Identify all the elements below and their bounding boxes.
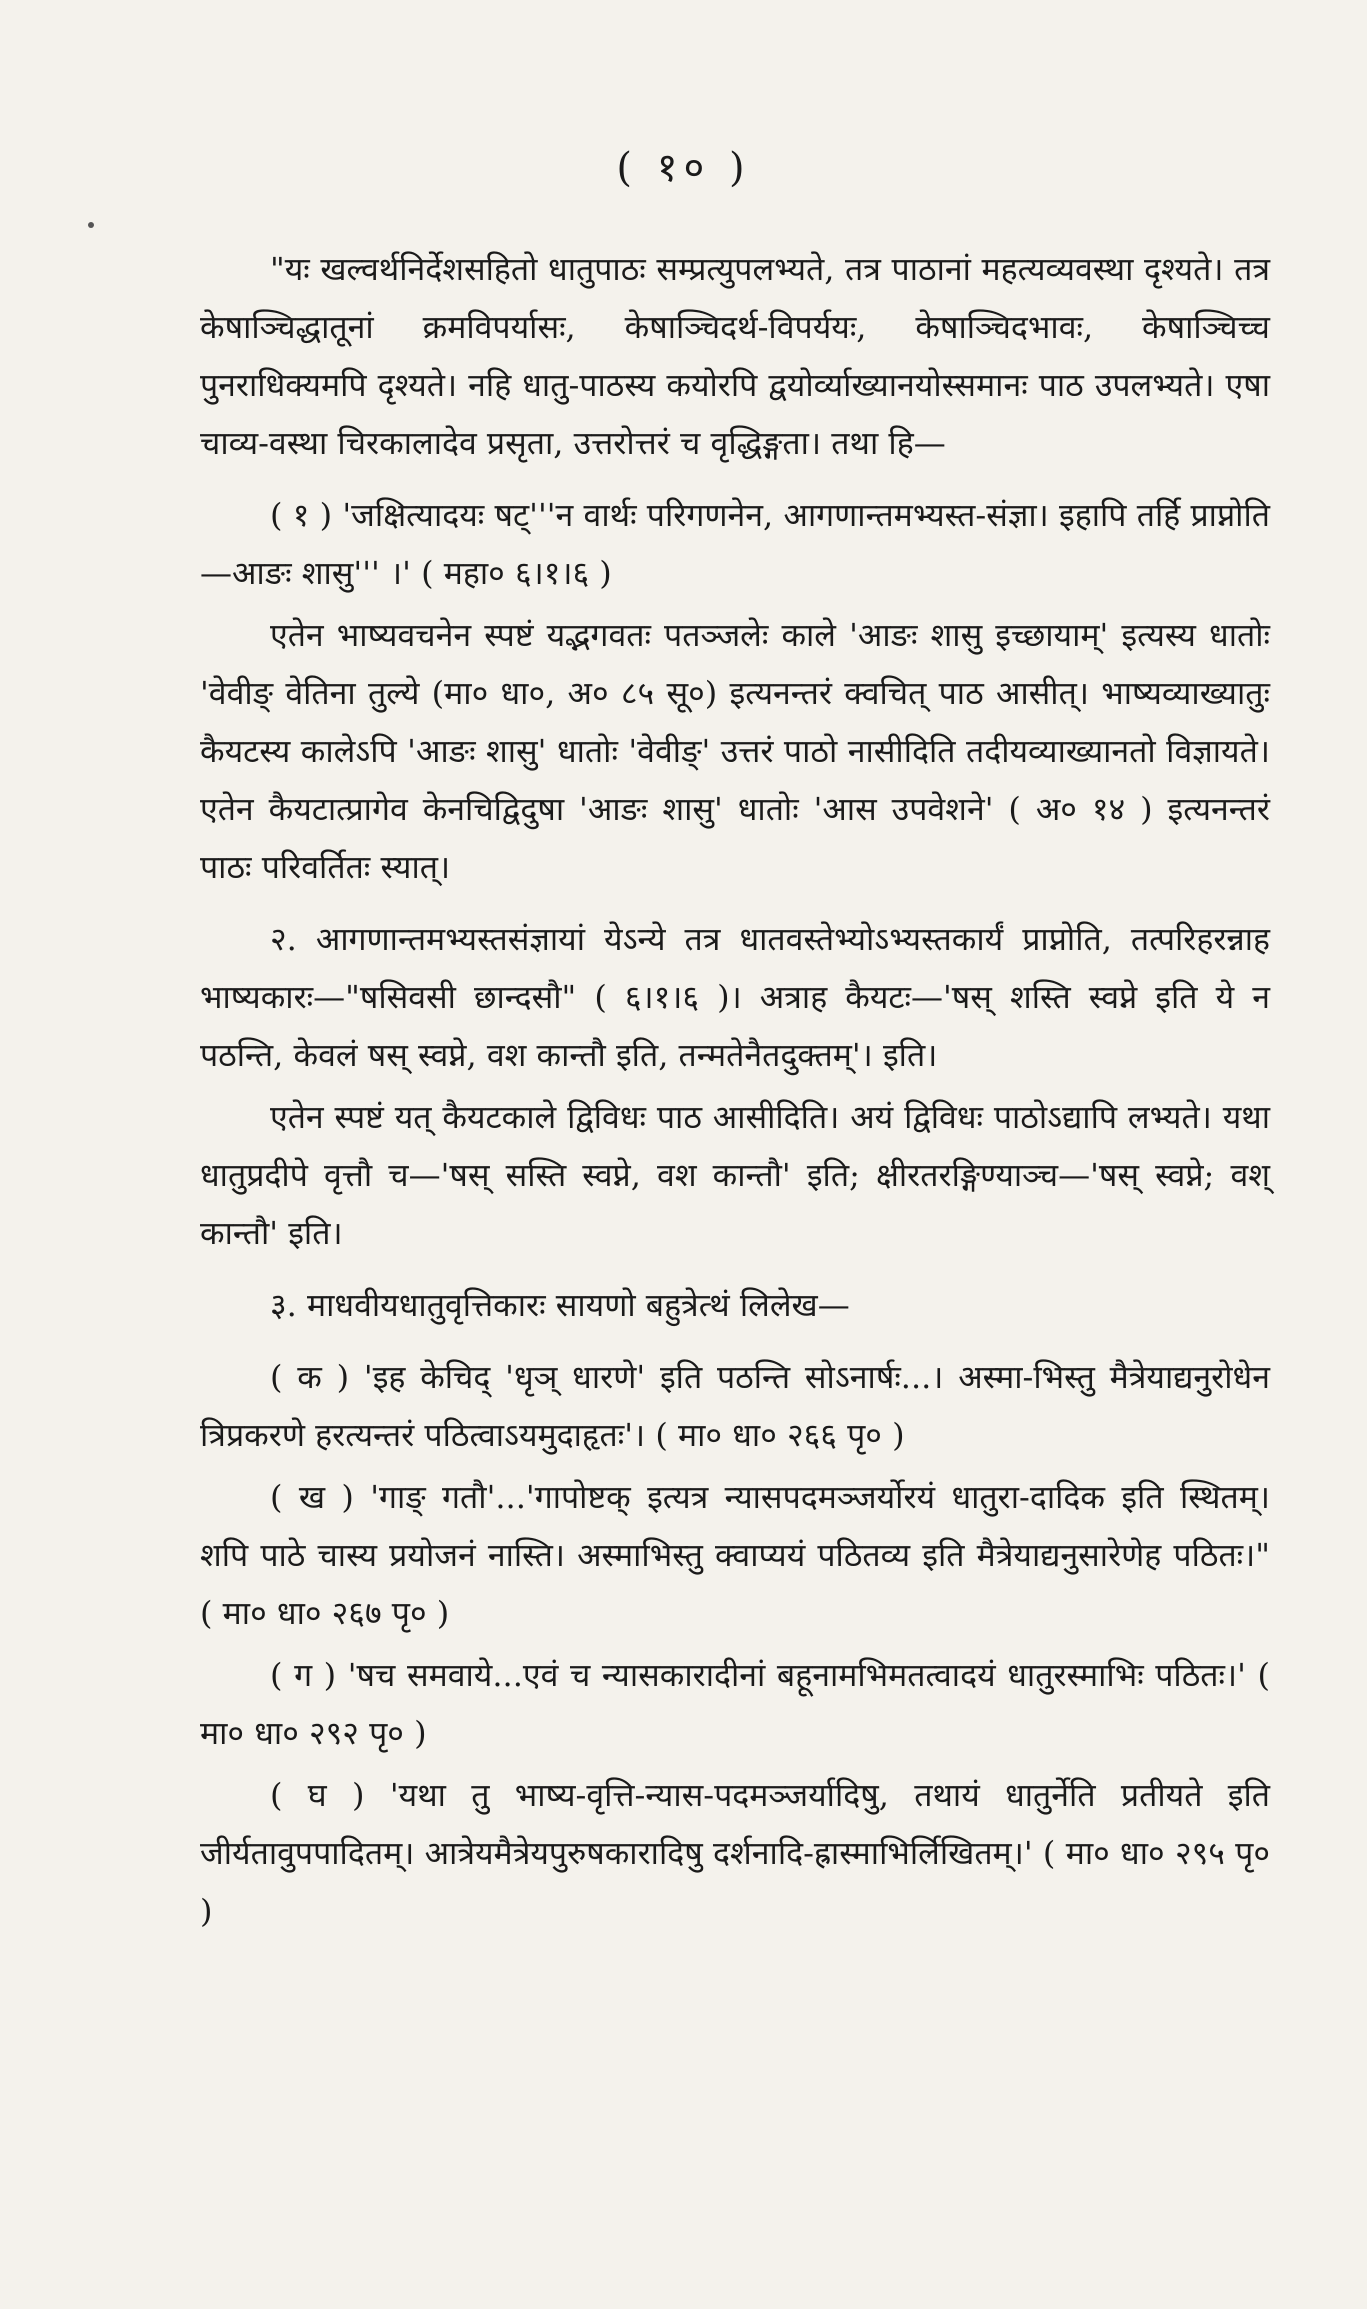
paragraph-intro: "यः खल्वर्थनिर्देशसहितो धातुपाठः सम्प्रत्युपलभ्यते, तत्र पाठानां महत्यव्यवस्था दृश्यते। तत्र केषाञ्चिद्धातूनां क्रमविपर्यासः, केषाञ्चिदर्थ-विपर्ययः, केषाञ्चिदभावः, केषाञ्चिच्च पुनराधिक्यमपि दृश्यते। नहि धातु-पाठस्य कयोरपि द्वयोर्व्याख्यानयोस्समानः पाठ उपलभ्यते। एषा चाव्य-वस्था चिरकालादेव प्रसृता, उत्तरोत्तरं च वृद्धिङ्गता। तथा हि—: [200, 250, 1270, 462]
page-body: [200, 240, 1270, 1954]
paragraph-quote-gha: ( घ ) 'यथा तु भाष्य-वृत्ति-न्यास-पदमञ्जर्यादिषु, तथायं धातुर्नेति प्रतीयते इति जीर्यतावुपपादितम्। आत्रेयमैत्रेयपुरुषकारादिषु दर्शनादि-ह्रास्माभिर्लिखितम्।' ( मा० धा० २९५ पृ० ): [200, 1776, 1270, 1930]
stray-mark: [88, 222, 94, 228]
paragraph-point-2: २. आगणान्तमभ्यस्तसंज्ञायां येऽन्ये तत्र धातवस्तेभ्योऽभ्यस्तकार्यं प्राप्नोति, तत्परिहरन्नाह भाष्यकारः—"षसिवसी छान्दसौ" ( ६।१।६ )। अत्राह कैयटः—'षस् शस्ति स्वप्ने इति ये न पठन्ति, केवलं षस् स्वप्ने, वश कान्तौ इति, तन्मतेनैतदुक्तम्'। इति।: [200, 920, 1270, 1074]
page-number: ( १० ): [616, 145, 751, 191]
paragraph-quote-ga: ( ग ) 'षच समवाये...एवं च न्यासकारादीनां बहूनामभिमतत्वादयं धातुरस्माभिः पठितः।' ( मा० धा० २९२ पृ० ): [200, 1656, 1270, 1752]
paragraph-commentary-1: एतेन भाष्यवचनेन स्पष्टं यद्भगवतः पतञ्जलेः काले 'आङः शासु इच्छायाम्' इत्यस्य धातोः 'वेवीङ् वेतिना तुल्ये (मा० धा०, अ० ८५ सू०) इत्यनन्तरं क्वचित् पाठ आसीत्। भाष्यव्याख्यातुः कैयटस्य कालेऽपि 'आङः शासु' धातोः 'वेवीङ्' उत्तरं पाठो नासीदिति तदीयव्याख्यानतो विज्ञायते। एतेन कैयटात्प्रागेव केनचिद्विदुषा 'आङः शासु' धातोः 'आस उपवेशने' ( अ० १४ ) इत्यनन्तरं पाठः परिवर्तितः स्यात्।: [200, 616, 1270, 886]
paragraph-quote-ka: ( क ) 'इह केचिद् 'धृञ् धारणे' इति पठन्ति सोऽनार्षः...। अस्मा-भिस्तु मैत्रेयाद्यनुरोधेन त्रिप्रकरणे हरत्यन्तरं पठित्वाऽयमुदाहृतः'। ( मा० धा० २६६ पृ० ): [200, 1358, 1270, 1454]
paragraph-commentary-2: एतेन स्पष्टं यत् कैयटकाले द्विविधः पाठ आसीदिति। अयं द्विविधः पाठोऽद्यापि लभ्यते। यथा धातुप्रदीपे वृत्तौ च—'षस् सस्ति स्वप्ने, वश कान्तौ' इति; क्षीरतरङ्गिण्याञ्च—'षस् स्वप्ने; वश् कान्तौ' इति।: [200, 1098, 1270, 1252]
paragraph-point-1: ( १ ) 'जक्षित्यादयः षट्'''न वार्थः परिगणनेन, आगणान्तमभ्यस्त-संज्ञा। इहापि तर्हि प्राप्नोति—आङः शासु''' ।' ( महा० ६।१।६ ): [200, 496, 1270, 592]
paragraph-point-3: ३. माधवीयधातुवृत्तिकारः सायणो बहुत्रेत्थं लिलेख—: [270, 1286, 850, 1324]
paragraph-quote-kha: ( ख ) 'गाङ् गतौ'...'गापोष्टक् इत्यत्र न्यासपदमञ्जर्योरयं धातुरा-दादिक इति स्थितम्। शपि पाठे चास्य प्रयोजनं नास्ति। अस्माभिस्तु क्वाप्ययं पठितव्य इति मैत्रेयाद्यनुसारेणेह पठितः।" ( मा० धा० २६७ पृ० ): [200, 1478, 1270, 1632]
